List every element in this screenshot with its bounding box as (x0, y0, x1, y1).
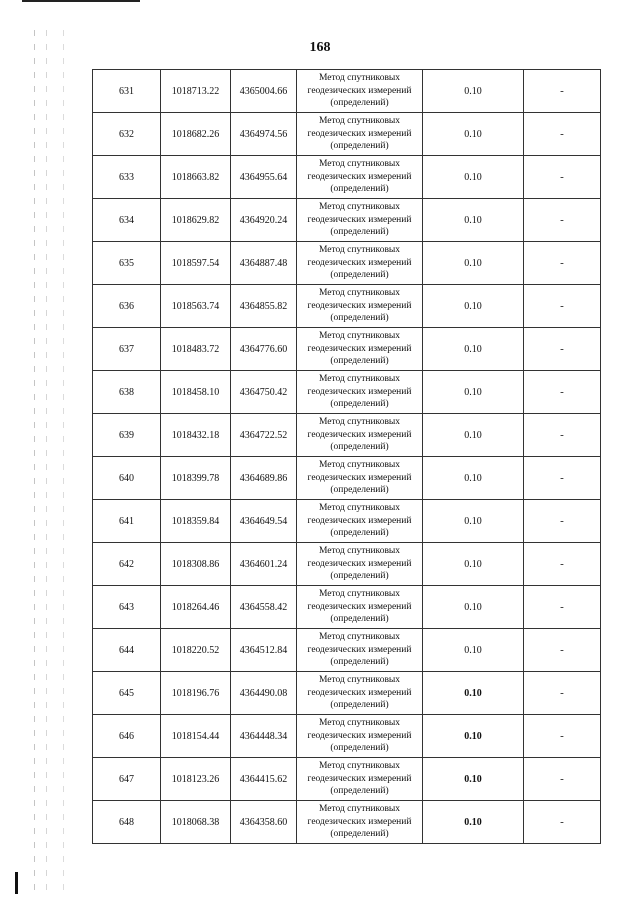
y-coordinate-cell: 4364512.84 (231, 629, 297, 672)
table-row (93, 801, 601, 844)
x-coordinate-cell: 1018123.26 (161, 758, 231, 801)
method-text-line: геодезических измерений (307, 773, 412, 784)
method-text-line: геодезических измерений (307, 257, 412, 268)
table-row (93, 586, 601, 629)
method-text-line: Метод спутниковых (318, 718, 401, 729)
y-coordinate-cell: 4364358.60 (231, 801, 297, 844)
y-coordinate-cell: 4364601.24 (231, 543, 297, 586)
x-coordinate-cell: 1018196.76 (161, 672, 231, 715)
point-number-cell: 638 (93, 371, 161, 414)
method-text-line: (определений) (330, 356, 389, 367)
note-cell: - (524, 328, 601, 371)
y-coordinate-cell: 4365004.66 (231, 70, 297, 113)
note-cell: - (524, 715, 601, 758)
scan-edge-line (63, 30, 64, 895)
x-coordinate-cell: 1018483.72 (161, 328, 231, 371)
note-cell: - (524, 371, 601, 414)
point-number-cell: 639 (93, 414, 161, 457)
accuracy-cell: 0.10 (423, 242, 524, 285)
method-text-line: Метод спутниковых (318, 589, 401, 600)
method-text-line: геодезических измерений (307, 558, 412, 569)
y-coordinate-cell: 4364776.60 (231, 328, 297, 371)
accuracy-cell: 0.10 (423, 715, 524, 758)
x-coordinate-cell: 1018563.74 (161, 285, 231, 328)
method-cell (297, 457, 423, 500)
note-cell: - (524, 414, 601, 457)
accuracy-cell: 0.10 (423, 758, 524, 801)
method-text-line: геодезических измерений (307, 515, 412, 526)
method-cell (297, 758, 423, 801)
method-text-line: (определений) (330, 227, 389, 238)
note-cell: - (524, 242, 601, 285)
note-cell: - (524, 801, 601, 844)
point-number-cell: 636 (93, 285, 161, 328)
method-text-line: геодезических измерений (307, 214, 412, 225)
x-coordinate-cell: 1018682.26 (161, 113, 231, 156)
point-number-cell: 635 (93, 242, 161, 285)
method-text-line: (определений) (330, 485, 389, 496)
method-text-line: геодезических измерений (307, 472, 412, 483)
x-coordinate-cell: 1018264.46 (161, 586, 231, 629)
point-number-cell: 643 (93, 586, 161, 629)
table-row (93, 500, 601, 543)
method-text-line: Метод спутниковых (318, 202, 401, 213)
x-coordinate-cell: 1018629.82 (161, 199, 231, 242)
method-text-line: Метод спутниковых (318, 374, 401, 385)
table-row (93, 242, 601, 285)
method-cell (297, 586, 423, 629)
page-number: 168 (309, 40, 331, 55)
point-number-cell: 646 (93, 715, 161, 758)
method-text-line: (определений) (330, 614, 389, 625)
method-text-line: геодезических измерений (307, 816, 412, 827)
accuracy-cell: 0.10 (423, 414, 524, 457)
method-text-line: Метод спутниковых (318, 675, 401, 686)
method-text-line: Метод спутниковых (318, 159, 401, 170)
x-coordinate-cell: 1018432.18 (161, 414, 231, 457)
y-coordinate-cell: 4364855.82 (231, 285, 297, 328)
method-cell (297, 801, 423, 844)
scan-edge-line (46, 30, 47, 895)
method-text-line: геодезических измерений (307, 730, 412, 741)
method-text-line: геодезических измерений (307, 343, 412, 354)
method-text-line: геодезических измерений (307, 85, 412, 96)
method-cell (297, 199, 423, 242)
point-number-cell: 632 (93, 113, 161, 156)
method-text-line: Метод спутниковых (318, 116, 401, 127)
point-number-cell: 644 (93, 629, 161, 672)
scan-corner-mark (15, 872, 18, 894)
accuracy-cell: 0.10 (423, 801, 524, 844)
method-text-line: (определений) (330, 571, 389, 582)
table-row (93, 70, 601, 113)
method-text-line: Метод спутниковых (318, 288, 401, 299)
coordinates-table (92, 69, 601, 844)
method-text-line: геодезических измерений (307, 128, 412, 139)
table-row (93, 715, 601, 758)
note-cell: - (524, 285, 601, 328)
x-coordinate-cell: 1018713.22 (161, 70, 231, 113)
note-cell: - (524, 70, 601, 113)
accuracy-cell: 0.10 (423, 543, 524, 586)
method-text-line: (определений) (330, 786, 389, 797)
point-number-cell: 648 (93, 801, 161, 844)
method-text-line: геодезических измерений (307, 644, 412, 655)
table-row (93, 629, 601, 672)
x-coordinate-cell: 1018458.10 (161, 371, 231, 414)
table-row (93, 328, 601, 371)
point-number-cell: 642 (93, 543, 161, 586)
method-text-line: геодезических измерений (307, 687, 412, 698)
accuracy-cell: 0.10 (423, 156, 524, 199)
y-coordinate-cell: 4364722.52 (231, 414, 297, 457)
point-number-cell: 631 (93, 70, 161, 113)
x-coordinate-cell: 1018359.84 (161, 500, 231, 543)
note-cell: - (524, 500, 601, 543)
point-number-cell: 647 (93, 758, 161, 801)
method-text-line: Метод спутниковых (318, 331, 401, 342)
method-text-line: Метод спутниковых (318, 546, 401, 557)
x-coordinate-cell: 1018308.86 (161, 543, 231, 586)
method-cell (297, 328, 423, 371)
accuracy-cell: 0.10 (423, 371, 524, 414)
y-coordinate-cell: 4364887.48 (231, 242, 297, 285)
method-text-line: (определений) (330, 184, 389, 195)
method-text-line: (определений) (330, 743, 389, 754)
table-row (93, 543, 601, 586)
note-cell: - (524, 672, 601, 715)
accuracy-cell: 0.10 (423, 113, 524, 156)
method-text-line: (определений) (330, 399, 389, 410)
x-coordinate-cell: 1018068.38 (161, 801, 231, 844)
x-coordinate-cell: 1018663.82 (161, 156, 231, 199)
scan-edge-line (34, 30, 35, 895)
method-cell (297, 70, 423, 113)
y-coordinate-cell: 4364750.42 (231, 371, 297, 414)
y-coordinate-cell: 4364448.34 (231, 715, 297, 758)
table-row (93, 457, 601, 500)
method-cell (297, 543, 423, 586)
x-coordinate-cell: 1018597.54 (161, 242, 231, 285)
y-coordinate-cell: 4364415.62 (231, 758, 297, 801)
method-text-line: (определений) (330, 528, 389, 539)
method-cell (297, 672, 423, 715)
y-coordinate-cell: 4364649.54 (231, 500, 297, 543)
accuracy-cell: 0.10 (423, 672, 524, 715)
method-text-line: Метод спутниковых (318, 417, 401, 428)
table-row (93, 113, 601, 156)
method-text-line: геодезических измерений (307, 300, 412, 311)
table-row (93, 414, 601, 457)
scan-top-rule (22, 0, 140, 2)
point-number-cell: 640 (93, 457, 161, 500)
method-text-line: (определений) (330, 141, 389, 152)
note-cell: - (524, 758, 601, 801)
method-text-line: (определений) (330, 442, 389, 453)
note-cell: - (524, 629, 601, 672)
accuracy-cell: 0.10 (423, 586, 524, 629)
method-text-line: Метод спутниковых (318, 804, 401, 815)
accuracy-cell: 0.10 (423, 328, 524, 371)
y-coordinate-cell: 4364689.86 (231, 457, 297, 500)
method-text-line: Метод спутниковых (318, 245, 401, 256)
table-row (93, 285, 601, 328)
table-row (93, 156, 601, 199)
y-coordinate-cell: 4364558.42 (231, 586, 297, 629)
accuracy-cell: 0.10 (423, 285, 524, 328)
note-cell: - (524, 199, 601, 242)
table-row (93, 758, 601, 801)
method-text-line: Метод спутниковых (318, 73, 401, 84)
accuracy-cell: 0.10 (423, 70, 524, 113)
accuracy-cell: 0.10 (423, 457, 524, 500)
note-cell: - (524, 156, 601, 199)
point-number-cell: 637 (93, 328, 161, 371)
note-cell: - (524, 113, 601, 156)
method-cell (297, 156, 423, 199)
method-cell (297, 715, 423, 758)
method-text-line: геодезических измерений (307, 386, 412, 397)
method-text-line: (определений) (330, 270, 389, 281)
y-coordinate-cell: 4364955.64 (231, 156, 297, 199)
y-coordinate-cell: 4364920.24 (231, 199, 297, 242)
method-cell (297, 285, 423, 328)
method-text-line: (определений) (330, 829, 389, 840)
accuracy-cell: 0.10 (423, 500, 524, 543)
method-cell (297, 113, 423, 156)
method-text-line: Метод спутниковых (318, 761, 401, 772)
y-coordinate-cell: 4364974.56 (231, 113, 297, 156)
accuracy-cell: 0.10 (423, 629, 524, 672)
method-text-line: геодезических измерений (307, 429, 412, 440)
method-text-line: (определений) (330, 657, 389, 668)
point-number-cell: 645 (93, 672, 161, 715)
method-cell (297, 500, 423, 543)
point-number-cell: 633 (93, 156, 161, 199)
note-cell: - (524, 586, 601, 629)
method-text-line: (определений) (330, 98, 389, 109)
method-cell (297, 414, 423, 457)
table-row (93, 371, 601, 414)
table-row (93, 199, 601, 242)
method-text-line: геодезических измерений (307, 171, 412, 182)
method-cell (297, 629, 423, 672)
x-coordinate-cell: 1018399.78 (161, 457, 231, 500)
point-number-cell: 641 (93, 500, 161, 543)
x-coordinate-cell: 1018220.52 (161, 629, 231, 672)
method-cell (297, 242, 423, 285)
table-row (93, 672, 601, 715)
note-cell: - (524, 543, 601, 586)
note-cell: - (524, 457, 601, 500)
method-text-line: геодезических измерений (307, 601, 412, 612)
accuracy-cell: 0.10 (423, 199, 524, 242)
y-coordinate-cell: 4364490.08 (231, 672, 297, 715)
x-coordinate-cell: 1018154.44 (161, 715, 231, 758)
method-text-line: Метод спутниковых (318, 460, 401, 471)
method-text-line: Метод спутниковых (318, 632, 401, 643)
method-text-line: (определений) (330, 313, 389, 324)
method-text-line: Метод спутниковых (318, 503, 401, 514)
method-cell (297, 371, 423, 414)
coordinates-table-body (93, 70, 601, 844)
method-text-line: (определений) (330, 700, 389, 711)
point-number-cell: 634 (93, 199, 161, 242)
